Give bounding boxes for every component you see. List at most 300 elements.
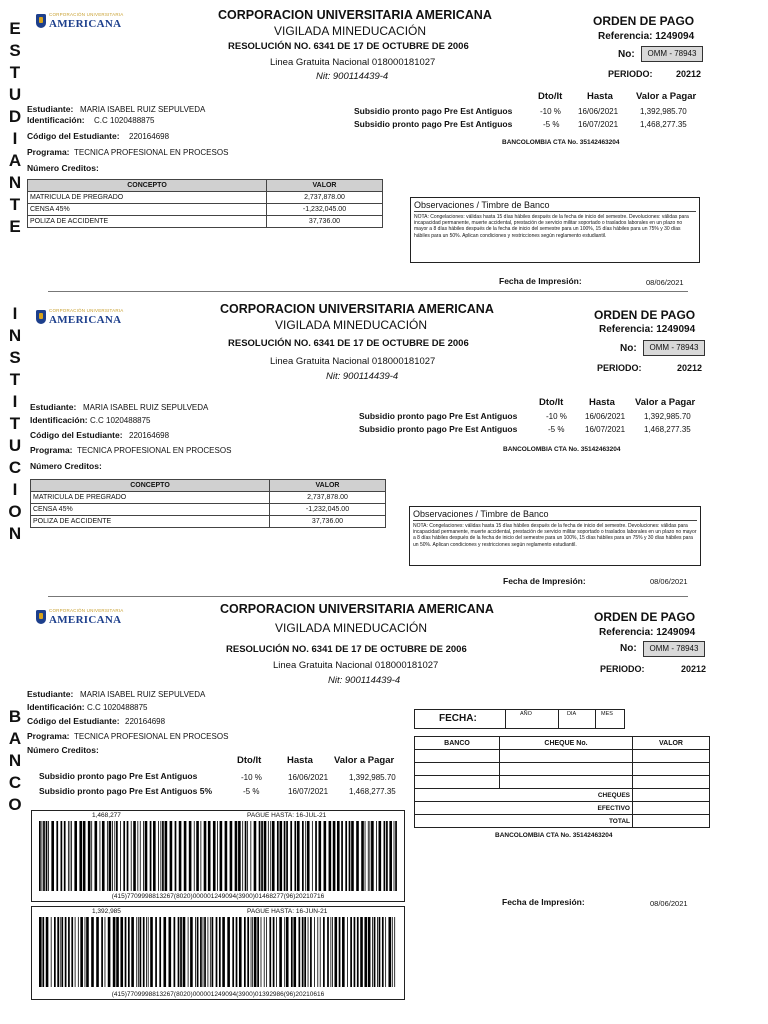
- barcode-bar: [291, 917, 293, 987]
- barcode-pague-hasta: PAGUE HASTA: 16-JUN-21: [247, 908, 328, 915]
- id-value: C.C 1020488875: [90, 416, 151, 425]
- valor-cell: 2,737,878.00: [270, 492, 386, 504]
- barcode-bar: [302, 821, 304, 891]
- vertical-letter: N: [8, 524, 22, 543]
- barcode-bar: [91, 917, 94, 987]
- concept-table: [27, 179, 383, 228]
- estudiante-value: MARIA ISABEL RUIZ SEPULVEDA: [83, 403, 209, 412]
- barcode-bar: [354, 917, 356, 987]
- barcode-bar: [74, 821, 77, 891]
- mes-label: MES: [601, 711, 613, 717]
- no-value-box: OMM - 78943: [641, 46, 703, 62]
- barcode-bar: [143, 821, 144, 891]
- barcode-bar: [277, 821, 279, 891]
- barcode-bar: [294, 821, 296, 891]
- table-row[interactable]: [415, 776, 710, 789]
- barcode-bar: [143, 917, 145, 987]
- barcode-bar: [150, 917, 153, 987]
- valor-header: Valor a Pagar: [636, 91, 697, 102]
- payment-row-2-label: Subsidio pronto pago Pre Est Antiguos 5%: [39, 786, 212, 796]
- barcode-bar: [232, 917, 234, 987]
- valor-cell: 37,736.00: [267, 216, 383, 228]
- barcode-bar: [239, 917, 242, 987]
- vertical-letter: I: [12, 304, 18, 323]
- barcode-bar: [61, 821, 63, 891]
- id-value: C.C 1020488875: [94, 116, 155, 125]
- vertical-letter: I: [12, 129, 18, 148]
- barcode-bar: [333, 821, 336, 891]
- linea-gratuita: Linea Gratuita Nacional 018000181027: [270, 57, 436, 68]
- concepto-cell: MATRICULA DE PREGRADO: [31, 492, 270, 504]
- barcode-bar: [364, 917, 367, 987]
- table-row: [31, 504, 386, 516]
- barcode-bar: [276, 917, 277, 987]
- bank-deposit-table: [414, 736, 710, 828]
- barcode-bar: [225, 821, 228, 891]
- concepto-cell: POLIZA DE ACCIDENTE: [28, 216, 267, 228]
- creditos-label: Número Creditos:: [30, 461, 102, 471]
- barcode-bar: [64, 821, 66, 891]
- vertical-letter: N: [8, 173, 22, 192]
- concepto-cell: MATRICULA DE PREGRADO: [28, 192, 267, 204]
- barcode-bar: [245, 821, 247, 891]
- valor-cell: 37,736.00: [270, 516, 386, 528]
- fecha-impresion-label: Fecha de Impresión:: [503, 576, 586, 586]
- barcode-bar: [136, 917, 137, 987]
- barcode-bar: [183, 917, 186, 987]
- barcode-bar: [264, 821, 267, 891]
- vertical-letter: N: [8, 751, 22, 770]
- barcode-bar: [376, 821, 377, 891]
- logo-small-text: CORPORACIÓN UNIVERSITARIA: [49, 308, 124, 313]
- barcode-bar: [372, 917, 373, 987]
- barcode-bar: [159, 917, 161, 987]
- vertical-label-banco: [6, 706, 24, 816]
- barcode-bar: [254, 917, 257, 987]
- barcode-bar: [178, 917, 180, 987]
- vertical-letter: U: [8, 85, 22, 104]
- barcode-bar: [101, 917, 103, 987]
- concepto-header: CONCEPTO: [28, 180, 267, 192]
- fecha-impresion-value: 08/06/2021: [646, 278, 684, 287]
- institution-name: CORPORACION UNIVERSITARIA AMERICANA: [220, 302, 494, 316]
- barcode-bar: [75, 917, 76, 987]
- nit: Nit: 900114439-4: [326, 371, 399, 382]
- fecha-box[interactable]: [414, 709, 625, 729]
- barcode-bar: [379, 917, 381, 987]
- barcode-bar: [315, 821, 317, 891]
- periodo-label: PERIODO:: [597, 363, 642, 373]
- barcode-bar: [127, 821, 129, 891]
- barcode-code: (415)7709998813267(8020)000001249094(3900)01392986(96)20210616: [111, 991, 325, 998]
- referencia: Referencia: 1249094: [599, 324, 696, 335]
- vertical-label-estudiante: [6, 18, 24, 238]
- barcode-bar: [308, 917, 309, 987]
- payment-row-2-dto: -5 %: [543, 120, 560, 129]
- barcode-bar: [365, 821, 366, 891]
- fecha-impresion-label: Fecha de Impresión:: [502, 897, 585, 907]
- vertical-letter: T: [9, 414, 21, 433]
- vertical-letter: S: [9, 41, 21, 60]
- barcode-bar: [83, 821, 86, 891]
- barcode-bar: [108, 917, 111, 987]
- barcode-bar: [179, 821, 182, 891]
- barcode-bar: [394, 917, 395, 987]
- logo-big-text: AMERICANA: [49, 314, 122, 326]
- barcode-bar: [361, 821, 364, 891]
- barcode-bar: [71, 917, 73, 987]
- barcode-bar: [68, 821, 69, 891]
- barcode-bar: [312, 821, 313, 891]
- concepto-header: CONCEPTO: [31, 480, 270, 492]
- barcode-bar: [302, 917, 304, 987]
- payment-row-2-dto: -5 %: [243, 787, 260, 796]
- programa-value: TECNICA PROFESIONAL EN PROCESOS: [74, 732, 229, 741]
- barcode-bar: [56, 821, 58, 891]
- fecha-impresion-label: Fecha de Impresión:: [499, 276, 582, 286]
- orden-title: ORDEN DE PAGO: [594, 610, 696, 624]
- barcode-bar: [170, 821, 173, 891]
- estudiante-label: Estudiante:: [30, 402, 77, 412]
- barcode-bar: [91, 821, 92, 891]
- barcode-bar: [128, 917, 130, 987]
- hasta-header: Hasta: [287, 755, 313, 766]
- barcode-bar: [217, 821, 218, 891]
- vertical-letter: A: [8, 151, 22, 170]
- vertical-letter: T: [9, 63, 21, 82]
- institution-name: CORPORACION UNIVERSITARIA AMERICANA: [218, 8, 492, 22]
- barcode-bar: [79, 821, 82, 891]
- barcode-bar: [339, 917, 341, 987]
- barcode-bar: [162, 821, 164, 891]
- divider: [48, 596, 688, 597]
- barcode-bar: [138, 917, 139, 987]
- barcode-bar: [125, 917, 127, 987]
- fecha-impresion-value: 08/06/2021: [650, 577, 688, 586]
- fecha-label: FECHA:: [439, 713, 477, 724]
- payment-row-2-valor: 1,468,277.35: [644, 425, 691, 434]
- payment-row-2-label: Subsidio pronto pago Pre Est Antiguos: [354, 119, 513, 129]
- barcode-bar: [284, 917, 285, 987]
- barcode-bar: [85, 917, 86, 987]
- barcode-bar: [259, 821, 261, 891]
- barcode-bar: [123, 821, 125, 891]
- id-label: Identificación:: [30, 415, 88, 425]
- barcode-bar: [196, 821, 199, 891]
- barcode-bar: [247, 821, 248, 891]
- vertical-letter: S: [9, 348, 21, 367]
- barcode-bar: [120, 917, 123, 987]
- resolucion: RESOLUCIÓN NO. 6341 DE 17 DE OCTUBRE DE 2006: [228, 338, 469, 349]
- barcode-code: (415)7709998813267(8020)000001249094(3900)01468277(96)20210716: [111, 893, 325, 900]
- observaciones-box: [409, 506, 701, 566]
- hasta-header: Hasta: [587, 91, 613, 102]
- barcode-bar: [230, 821, 233, 891]
- cheques-label: CHEQUES: [415, 789, 633, 802]
- barcode-bar: [39, 917, 42, 987]
- valor-header: Valor a Pagar: [334, 755, 395, 766]
- table-row: [28, 204, 383, 216]
- ano-label: AÑO: [520, 711, 532, 717]
- barcode-bar: [163, 917, 166, 987]
- estudiante-value: MARIA ISABEL RUIZ SEPULVEDA: [80, 690, 206, 699]
- barcode-bar: [222, 917, 225, 987]
- barcode-bar: [374, 917, 376, 987]
- id-label: Identificación:: [27, 702, 85, 712]
- programa-value: TECNICA PROFESIONAL EN PROCESOS: [74, 148, 229, 157]
- table-row[interactable]: [415, 763, 710, 776]
- vertical-letter: T: [9, 195, 21, 214]
- barcode-bar: [146, 917, 147, 987]
- barcode-bar: [65, 917, 67, 987]
- barcode-bar: [266, 917, 267, 987]
- barcode-bar: [382, 917, 384, 987]
- observaciones-note: NOTA: Congelaciones: válidas hasta 15 días hábiles después de la fecha de inicio del semestre. Devoluciones: válidas para incapacidad permanente, muerte accidental, prestación de servicio militar soportado o traslados laborales en un plazo no mayor a 8 días hábiles después de la fecha de inicio del semestre para un 100%, 15 días hábiles para un 75% y 30 días hábiles para un 50%. Aplican condiciones y restricciones según reglamento estudiantil.: [414, 214, 689, 239]
- no-value-box: OMM - 78943: [643, 641, 705, 657]
- barcode-bar: [140, 917, 142, 987]
- barcode-bar: [304, 917, 306, 987]
- observaciones-note: NOTA: Congelaciones: válidas hasta 15 días hábiles después de la fecha de inicio del semestre. Devoluciones: válidas para incapacidad permanente, muerte accidental, prestación de servicio militar soportado o traslados laborales en un plazo no mayor a 8 días hábiles después de la fecha de inicio del semestre para un 100%, 15 días hábiles para un 75% y 30 días hábiles para un 50%. Aplican condiciones y restricciones según reglamento estudiantil.: [413, 523, 697, 548]
- barcode-bar: [235, 821, 238, 891]
- bank-account: BANCOLOMBIA CTA No. 35142463204: [502, 139, 620, 146]
- barcode-bar: [286, 917, 289, 987]
- table-row[interactable]: [415, 789, 710, 802]
- barcode-bar: [270, 821, 271, 891]
- observaciones-title: Observaciones / Timbre de Banco: [413, 509, 697, 521]
- payment-row-1-dto: -10 %: [241, 773, 262, 782]
- valor-cell: -1,232,045.00: [270, 504, 386, 516]
- vertical-letter: O: [8, 795, 22, 814]
- payment-row-1-valor: 1,392,985.70: [644, 412, 691, 421]
- barcode-bar: [174, 917, 176, 987]
- barcode-bar: [200, 917, 202, 987]
- barcode-bar: [305, 821, 306, 891]
- barcode-bar: [269, 917, 271, 987]
- barcode-bar: [200, 821, 201, 891]
- programa-label: Programa:: [30, 445, 73, 455]
- table-row: [28, 192, 383, 204]
- valor-header: VALOR: [633, 737, 710, 750]
- hasta-header: Hasta: [589, 397, 615, 408]
- barcode-bar: [150, 821, 152, 891]
- no-label: No:: [620, 343, 637, 354]
- barcode-bar: [314, 917, 315, 987]
- barcode-bar: [337, 821, 340, 891]
- barcode-bar: [219, 917, 221, 987]
- dto-header: Dto/It: [538, 91, 563, 102]
- barcode-bar: [113, 917, 116, 987]
- barcode-bar: [204, 821, 207, 891]
- barcode-bar: [279, 821, 282, 891]
- resolucion: RESOLUCIÓN NO. 6341 DE 17 DE OCTUBRE DE 2006: [228, 41, 469, 52]
- bank-account: BANCOLOMBIA CTA No. 35142463204: [495, 832, 613, 839]
- barcode-bar: [252, 917, 253, 987]
- vertical-letter: C: [8, 773, 22, 792]
- logo-small-text: CORPORACIÓN UNIVERSITARIA: [49, 608, 124, 613]
- barcode-bar: [51, 917, 52, 987]
- table-row: [28, 216, 383, 228]
- barcode-bar: [145, 821, 148, 891]
- id-value: C.C 1020488875: [87, 703, 148, 712]
- barcode-bar: [250, 821, 251, 891]
- barcode-bar: [190, 917, 193, 987]
- nit: Nit: 900114439-4: [316, 71, 389, 82]
- barcode-bar: [153, 821, 156, 891]
- barcode-bar: [257, 917, 259, 987]
- barcode-bar: [46, 917, 49, 987]
- barcode-bar: [247, 917, 249, 987]
- concepto-cell: POLIZA DE ACCIDENTE: [31, 516, 270, 528]
- barcode-bar: [112, 821, 113, 891]
- payment-row-1-label: Subsidio pronto pago Pre Est Antiguos: [359, 411, 518, 421]
- table-row[interactable]: [415, 815, 710, 828]
- university-logo: [36, 12, 124, 34]
- payment-row-2-hasta: 16/07/2021: [585, 425, 626, 434]
- barcode-bar: [137, 821, 138, 891]
- banco-header: BANCO: [415, 737, 500, 750]
- barcode-bar: [197, 917, 199, 987]
- barcode-bars: [37, 917, 399, 987]
- barcode-bar: [39, 821, 41, 891]
- payment-row-1-dto: -10 %: [540, 107, 561, 116]
- vertical-letter: E: [9, 217, 21, 236]
- vertical-letter: D: [8, 107, 22, 126]
- barcode-bar: [54, 917, 56, 987]
- barcode-bar: [195, 917, 196, 987]
- barcode-bar: [78, 917, 79, 987]
- barcode-bar: [357, 917, 359, 987]
- barcode-bar: [160, 821, 161, 891]
- total-label: TOTAL: [415, 815, 633, 828]
- table-row[interactable]: [415, 802, 710, 815]
- orden-title: ORDEN DE PAGO: [593, 14, 695, 28]
- barcode-bar: [388, 917, 391, 987]
- barcode-bar: [356, 821, 359, 891]
- barcode-bar: [220, 821, 223, 891]
- no-label: No:: [620, 643, 637, 654]
- barcode-bar: [238, 821, 241, 891]
- vertical-letter: E: [9, 19, 21, 38]
- barcode-bar: [131, 821, 132, 891]
- table-row[interactable]: [415, 750, 710, 763]
- barcode-bar: [268, 821, 269, 891]
- barcode-bar: [88, 821, 91, 891]
- barcode-bar: [96, 917, 99, 987]
- valor-header: VALOR: [267, 180, 383, 192]
- barcode-bar: [379, 821, 382, 891]
- vertical-label-institucion: [6, 303, 24, 545]
- barcode-bar: [70, 821, 71, 891]
- barcode-bar: [155, 917, 157, 987]
- barcode-bar: [385, 917, 386, 987]
- referencia: Referencia: 1249094: [599, 627, 696, 638]
- periodo-label: PERIODO:: [600, 664, 645, 674]
- estudiante-label: Estudiante:: [27, 689, 74, 699]
- barcode-bar: [100, 821, 101, 891]
- barcode-2: [31, 906, 405, 1000]
- barcode-bar: [384, 821, 386, 891]
- barcode-bar: [42, 917, 44, 987]
- barcode-bar: [188, 917, 189, 987]
- barcode-bar: [236, 917, 238, 987]
- barcode-bar: [310, 917, 312, 987]
- valor-header: VALOR: [270, 480, 386, 492]
- estudiante-label: Estudiante:: [27, 104, 74, 114]
- cheque-header: CHEQUE No.: [500, 737, 633, 750]
- resolucion: RESOLUCIÓN NO. 6341 DE 17 DE OCTUBRE DE 2006: [226, 644, 467, 655]
- payment-row-1-dto: -10 %: [546, 412, 567, 421]
- vertical-letter: O: [8, 502, 22, 521]
- concepto-cell: CENSA 45%: [28, 204, 267, 216]
- barcode-bar: [168, 917, 171, 987]
- barcode-bar: [341, 821, 343, 891]
- barcode-bar: [264, 917, 265, 987]
- vertical-letter: B: [8, 707, 22, 726]
- barcode-bar: [212, 917, 214, 987]
- valor-cell: 2,737,878.00: [267, 192, 383, 204]
- payment-row-1-hasta: 16/06/2021: [288, 773, 329, 782]
- barcode-bar: [194, 821, 195, 891]
- barcode-bar: [43, 821, 45, 891]
- efectivo-label: EFECTIVO: [415, 802, 633, 815]
- barcode-bar: [386, 821, 388, 891]
- codigo-value: 220164698: [129, 132, 170, 141]
- codigo-value: 220164698: [129, 431, 170, 440]
- barcode-bar: [116, 821, 118, 891]
- barcode-bar: [208, 821, 211, 891]
- periodo-value: 20212: [677, 363, 703, 373]
- barcode-bar: [261, 917, 262, 987]
- barcode-amount: 1,468,277: [92, 812, 121, 819]
- bank-account: BANCOLOMBIA CTA No. 35142463204: [503, 446, 621, 453]
- barcode-bar: [273, 917, 275, 987]
- payment-row-2-hasta: 16/07/2021: [578, 120, 619, 129]
- barcode-bar: [105, 917, 106, 987]
- payment-row-1-hasta: 16/06/2021: [585, 412, 626, 421]
- dto-header: Dto/It: [237, 755, 262, 766]
- vertical-letter: C: [8, 458, 22, 477]
- barcode-bar: [210, 917, 211, 987]
- barcode-bar: [368, 821, 369, 891]
- barcode-bar: [189, 821, 192, 891]
- programa-label: Programa:: [27, 147, 70, 157]
- barcode-bar: [297, 821, 300, 891]
- barcode-bar: [51, 821, 54, 891]
- programa-value: TECNICA PROFESIONAL EN PROCESOS: [77, 446, 232, 455]
- barcode-bar: [57, 917, 59, 987]
- periodo-label: PERIODO:: [608, 69, 653, 79]
- barcode-bar: [254, 821, 257, 891]
- vertical-letter: I: [12, 480, 18, 499]
- barcode-bar: [286, 821, 288, 891]
- codigo-label: Código del Estudiante:: [27, 716, 120, 726]
- barcode-bar: [216, 917, 218, 987]
- linea-gratuita: Linea Gratuita Nacional 018000181027: [273, 660, 439, 671]
- barcode-bar: [86, 917, 89, 987]
- barcode-bar: [116, 917, 119, 987]
- table-row: [31, 516, 386, 528]
- logo-big-text: AMERICANA: [49, 18, 122, 30]
- periodo-value: 20212: [676, 69, 702, 79]
- barcode-bar: [272, 821, 275, 891]
- barcode-bar: [48, 821, 49, 891]
- payment-row-2-valor: 1,468,277.35: [349, 787, 396, 796]
- creditos-label: Número Creditos:: [27, 163, 99, 173]
- barcode-bar: [204, 917, 206, 987]
- barcode-bar: [290, 821, 292, 891]
- codigo-label: Código del Estudiante:: [27, 131, 120, 141]
- barcode-bar: [114, 821, 115, 891]
